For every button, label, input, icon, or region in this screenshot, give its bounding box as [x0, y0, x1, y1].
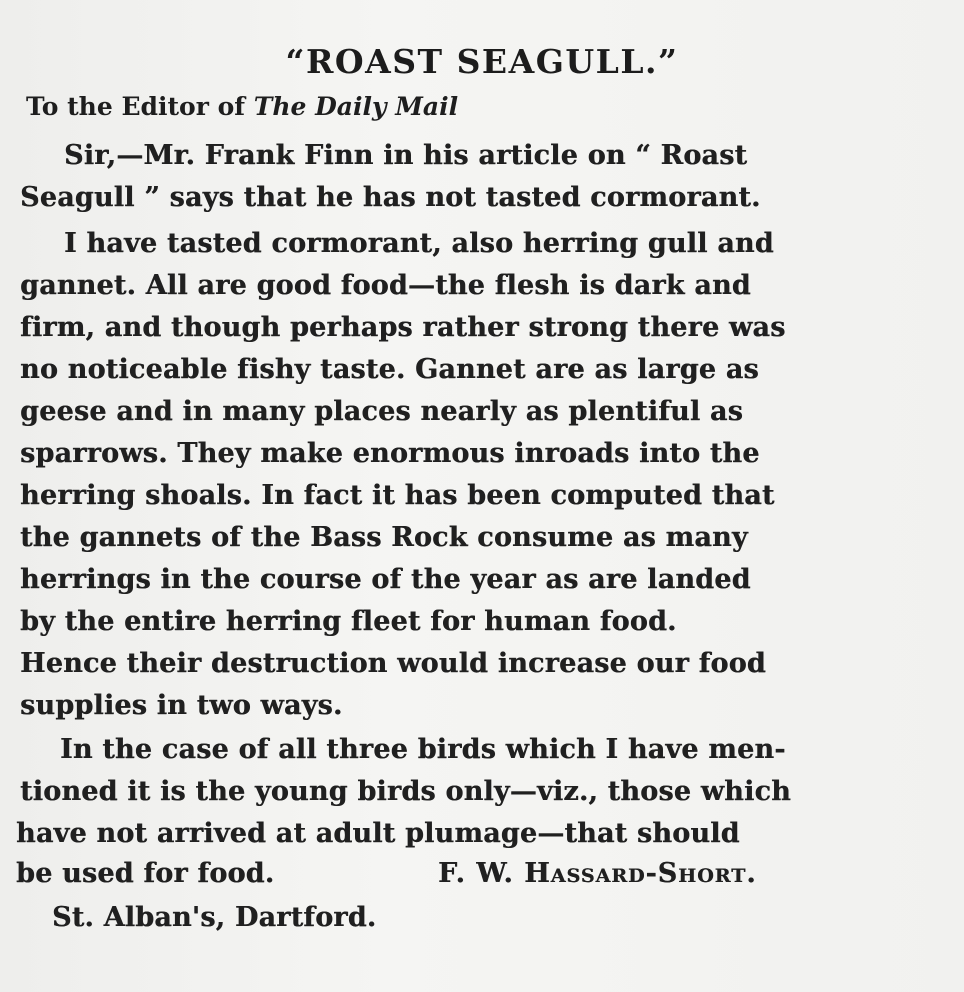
letter-line: have not arrived at adult plumage—that should: [16, 818, 740, 849]
address: St. Alban's, Dartford.: [52, 902, 377, 933]
letter-line: In the case of all three birds which I have men-: [60, 734, 786, 765]
letter-line: supplies in two ways.: [20, 690, 343, 721]
letter-line: Hence their destruction would increase our food: [20, 648, 766, 679]
publication-name: The Daily Mail: [253, 92, 459, 121]
letter-line: the gannets of the Bass Rock consume as many: [20, 522, 748, 553]
letter-line: tioned it is the young birds only—viz., those which: [20, 776, 791, 807]
headline: “ROAST SEAGULL.”: [285, 42, 679, 81]
letter-line: be used for food.: [16, 858, 275, 889]
letter-line: by the entire herring fleet for human food.: [20, 606, 677, 637]
letter-line: Seagull ” says that he has not tasted cormorant.: [20, 182, 761, 213]
signature: F. W. Hassard-Short.: [438, 858, 757, 889]
editor-salutation: [26, 92, 458, 121]
editor-prefix: To the Editor of: [26, 92, 254, 121]
letter-line: firm, and though perhaps rather strong there was: [20, 312, 786, 343]
letter-line: sparrows. They make enormous inroads into the: [20, 438, 760, 469]
letter-line: herrings in the course of the year as are landed: [20, 564, 751, 595]
letter-line: Sir,—Mr. Frank Finn in his article on “ Roast: [64, 140, 748, 171]
letter-line: herring shoals. In fact it has been computed that: [20, 480, 775, 511]
letter-line: geese and in many places nearly as plentiful as: [20, 396, 743, 427]
letter-line: I have tasted cormorant, also herring gull and: [64, 228, 774, 259]
letter-line: gannet. All are good food—the flesh is dark and: [20, 270, 751, 301]
letter-line: no noticeable fishy taste. Gannet are as large as: [20, 354, 759, 385]
